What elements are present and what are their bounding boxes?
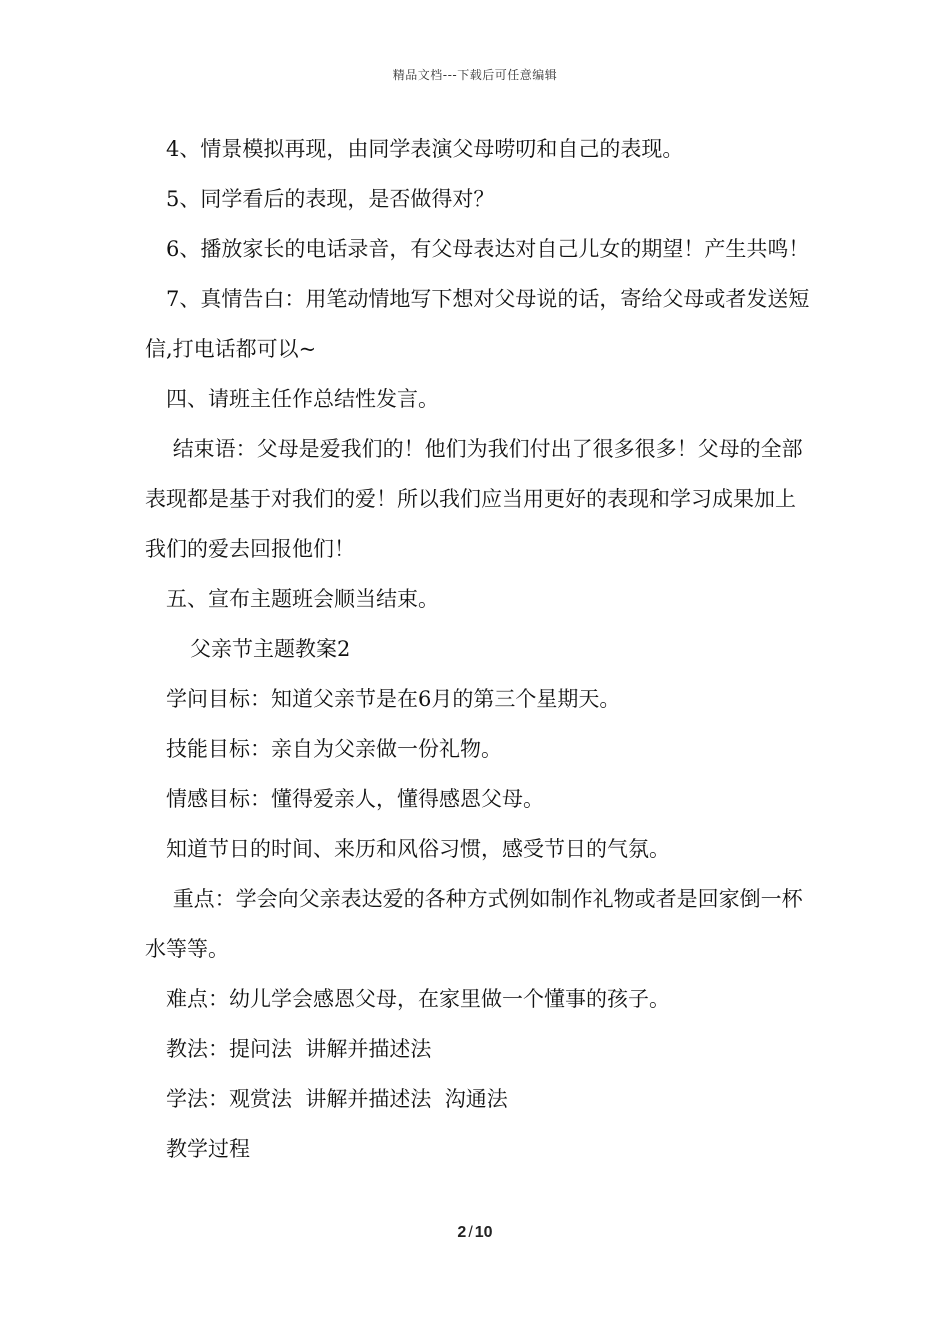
current-page-number: 2 [457,1224,467,1241]
paragraph-item-6: 6、播放家长的电话录音，有父母表达对自己儿女的期望！产生共鸣！ [166,237,810,261]
paragraph-difficulty: 难点：幼儿学会感恩父母，在家里做一个懂事的孩子。 [166,987,670,1011]
paragraph-learning-method: 学法：观赏法 讲解并描述法 沟通法 [166,1087,508,1111]
page-number [0,1224,950,1242]
paragraph-emotion-goal: 情感目标：懂得爱亲人，懂得感恩父母。 [166,787,544,811]
page-separator: / [468,1224,473,1241]
paragraph-closing-remarks: 结束语：父母是爱我们的！他们为我们付出了很多很多！父母的全部表现都是基于对我们的爱！所以我们应当用更好的表现和学习成果加上我们的爱去回报他们！ [145,437,803,561]
paragraph-section-4: 四、请班主任作总结性发言。 [166,387,439,411]
total-page-count: 10 [474,1224,493,1241]
paragraph-skill-goal: 技能目标：亲自为父亲做一份礼物。 [166,737,502,761]
paragraph-teaching-method: 教法：提问法 讲解并描述法 [166,1037,432,1061]
page-header: 精品文档---下载后可任意编辑 [392,68,558,82]
paragraph-knowledge-goal: 学问目标：知道父亲节是在6月的第三个星期天。 [166,687,621,711]
paragraph-item-7: 7、真情告白：用笔动情地写下想对父母说的话，寄给父母或者发送短信,打电话都可以~ [145,287,810,361]
paragraph-key-point: 重点：学会向父亲表达爱的各种方式例如制作礼物或者是回家倒一杯水等等。 [145,887,803,961]
paragraph-festival-info: 知道节日的时间、来历和风俗习惯，感受节日的气氛。 [166,837,670,861]
paragraph-item-5: 5、同学看后的表现，是否做得对？ [166,187,495,211]
paragraph-teaching-process: 教学过程 [166,1137,250,1161]
document-body [145,124,815,1174]
lesson-plan-title: 父亲节主题教案2 [190,637,351,661]
paragraph-item-4: 4、情景模拟再现，由同学表演父母唠叨和自己的表现。 [166,137,684,161]
paragraph-section-5: 五、宣布主题班会顺当结束。 [166,587,439,611]
